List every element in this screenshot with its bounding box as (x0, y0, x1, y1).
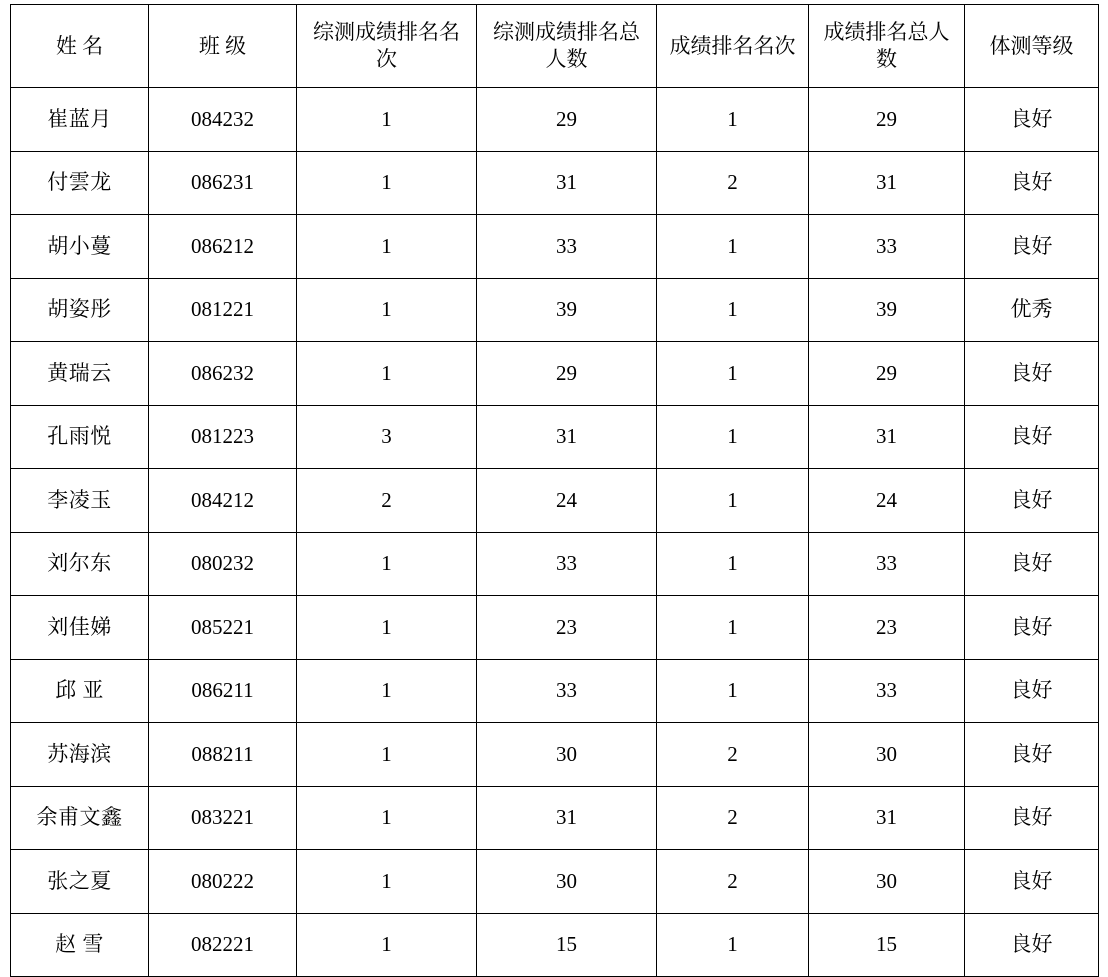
cell-comprehensive-total: 15 (477, 913, 657, 977)
cell-grade-rank: 1 (657, 469, 809, 533)
cell-grade-total: 39 (809, 278, 965, 342)
column-header-grade-rank (657, 5, 809, 88)
cell-comprehensive-rank: 1 (297, 659, 477, 723)
cell-grade-rank: 2 (657, 850, 809, 914)
cell-grade-total: 31 (809, 786, 965, 850)
cell-fitness-level: 良好 (965, 659, 1099, 723)
cell-fitness-level: 良好 (965, 405, 1099, 469)
table-row (11, 469, 1099, 533)
cell-comprehensive-total: 33 (477, 659, 657, 723)
cell-comprehensive-rank: 1 (297, 723, 477, 787)
cell-comprehensive-rank: 1 (297, 342, 477, 406)
cell-grade-total: 30 (809, 723, 965, 787)
cell-comprehensive-rank: 1 (297, 88, 477, 152)
cell-name: 付雲龙 (11, 151, 149, 215)
cell-grade-rank: 1 (657, 405, 809, 469)
cell-comprehensive-total: 39 (477, 278, 657, 342)
table-row (11, 88, 1099, 152)
cell-grade-total: 29 (809, 88, 965, 152)
cell-name: 胡小蔓 (11, 215, 149, 279)
cell-class: 083221 (149, 786, 297, 850)
cell-class: 086212 (149, 215, 297, 279)
table-body (11, 88, 1099, 977)
cell-name: 余甫文鑫 (11, 786, 149, 850)
cell-fitness-level: 良好 (965, 88, 1099, 152)
cell-fitness-level: 良好 (965, 913, 1099, 977)
column-header-name-label: 姓 名 (55, 33, 104, 58)
cell-grade-rank: 2 (657, 151, 809, 215)
cell-name: 赵 雪 (11, 913, 149, 977)
cell-comprehensive-rank: 1 (297, 215, 477, 279)
cell-class: 088211 (149, 723, 297, 787)
cell-class: 080222 (149, 850, 297, 914)
cell-grade-total: 23 (809, 596, 965, 660)
cell-comprehensive-total: 29 (477, 88, 657, 152)
cell-comprehensive-rank: 1 (297, 596, 477, 660)
cell-class: 085221 (149, 596, 297, 660)
table-row (11, 151, 1099, 215)
column-header-grade-rank-label: 成绩排名名次 (669, 33, 796, 58)
cell-class: 084232 (149, 88, 297, 152)
cell-grade-total: 29 (809, 342, 965, 406)
cell-grade-rank: 1 (657, 215, 809, 279)
cell-name: 苏海滨 (11, 723, 149, 787)
cell-grade-rank: 1 (657, 596, 809, 660)
cell-class: 081223 (149, 405, 297, 469)
cell-name: 邱 亚 (11, 659, 149, 723)
table-row (11, 405, 1099, 469)
cell-comprehensive-total: 33 (477, 532, 657, 596)
cell-name: 张之夏 (11, 850, 149, 914)
table-row (11, 659, 1099, 723)
cell-grade-rank: 1 (657, 659, 809, 723)
cell-grade-rank: 1 (657, 278, 809, 342)
cell-comprehensive-rank: 1 (297, 786, 477, 850)
cell-fitness-level: 良好 (965, 723, 1099, 787)
column-header-name (11, 5, 149, 88)
cell-name: 黄瑞云 (11, 342, 149, 406)
column-header-grade-total-label: 成绩排名总人数 (823, 20, 950, 71)
table-row (11, 342, 1099, 406)
column-header-comprehensive-total (477, 5, 657, 88)
cell-class: 086211 (149, 659, 297, 723)
cell-grade-rank: 1 (657, 342, 809, 406)
table-row (11, 850, 1099, 914)
cell-comprehensive-total: 23 (477, 596, 657, 660)
cell-grade-total: 31 (809, 151, 965, 215)
table-row (11, 278, 1099, 342)
cell-name: 李凌玉 (11, 469, 149, 533)
table-row (11, 913, 1099, 977)
column-header-class (149, 5, 297, 88)
header-row (11, 5, 1099, 88)
table-row (11, 723, 1099, 787)
column-header-class-label: 班 级 (198, 33, 247, 58)
cell-comprehensive-rank: 1 (297, 278, 477, 342)
cell-fitness-level: 良好 (965, 596, 1099, 660)
cell-grade-total: 30 (809, 850, 965, 914)
column-header-grade-total (809, 5, 965, 88)
cell-comprehensive-total: 31 (477, 786, 657, 850)
column-header-comprehensive-total-label: 综测成绩排名总人数 (493, 20, 640, 71)
cell-name: 孔雨悦 (11, 405, 149, 469)
cell-fitness-level: 良好 (965, 342, 1099, 406)
cell-comprehensive-total: 31 (477, 151, 657, 215)
column-header-comprehensive-rank (297, 5, 477, 88)
table-header (11, 5, 1099, 88)
cell-grade-total: 31 (809, 405, 965, 469)
cell-comprehensive-rank: 3 (297, 405, 477, 469)
cell-class: 086232 (149, 342, 297, 406)
cell-comprehensive-total: 29 (477, 342, 657, 406)
cell-comprehensive-total: 30 (477, 850, 657, 914)
column-header-fitness-level-label: 体测等级 (989, 33, 1074, 58)
cell-comprehensive-rank: 2 (297, 469, 477, 533)
table-row (11, 596, 1099, 660)
cell-grade-rank: 2 (657, 723, 809, 787)
cell-name: 胡姿彤 (11, 278, 149, 342)
cell-grade-total: 33 (809, 215, 965, 279)
cell-class: 080232 (149, 532, 297, 596)
table-row (11, 532, 1099, 596)
cell-comprehensive-rank: 1 (297, 850, 477, 914)
cell-name: 刘佳娣 (11, 596, 149, 660)
cell-comprehensive-rank: 1 (297, 532, 477, 596)
cell-fitness-level: 良好 (965, 215, 1099, 279)
cell-comprehensive-rank: 1 (297, 913, 477, 977)
cell-grade-total: 33 (809, 532, 965, 596)
cell-comprehensive-total: 31 (477, 405, 657, 469)
cell-grade-rank: 1 (657, 913, 809, 977)
cell-fitness-level: 良好 (965, 786, 1099, 850)
cell-fitness-level: 优秀 (965, 278, 1099, 342)
cell-class: 081221 (149, 278, 297, 342)
cell-grade-rank: 1 (657, 532, 809, 596)
cell-grade-rank: 2 (657, 786, 809, 850)
cell-fitness-level: 良好 (965, 151, 1099, 215)
cell-name: 崔蓝月 (11, 88, 149, 152)
cell-comprehensive-total: 30 (477, 723, 657, 787)
cell-grade-total: 15 (809, 913, 965, 977)
cell-comprehensive-total: 24 (477, 469, 657, 533)
cell-fitness-level: 良好 (965, 532, 1099, 596)
column-header-fitness-level (965, 5, 1099, 88)
cell-fitness-level: 良好 (965, 850, 1099, 914)
column-header-comprehensive-rank-label: 综测成绩排名名次 (313, 20, 460, 71)
cell-class: 084212 (149, 469, 297, 533)
cell-comprehensive-total: 33 (477, 215, 657, 279)
cell-fitness-level: 良好 (965, 469, 1099, 533)
cell-comprehensive-rank: 1 (297, 151, 477, 215)
cell-grade-total: 24 (809, 469, 965, 533)
table-row (11, 786, 1099, 850)
table-row (11, 215, 1099, 279)
cell-class: 086231 (149, 151, 297, 215)
cell-class: 082221 (149, 913, 297, 977)
cell-name: 刘尔东 (11, 532, 149, 596)
cell-grade-rank: 1 (657, 88, 809, 152)
cell-grade-total: 33 (809, 659, 965, 723)
grade-table (10, 4, 1099, 977)
